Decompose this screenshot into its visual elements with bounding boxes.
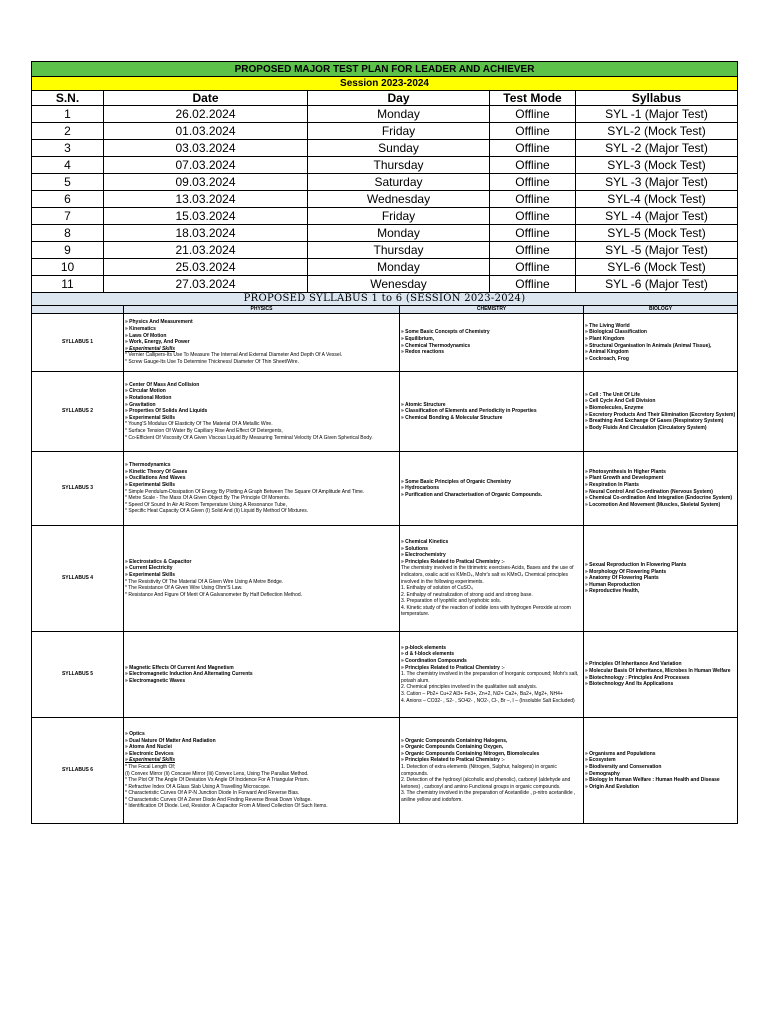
- cell-day: Wednesday: [308, 191, 490, 208]
- topic-item: 4. Anions – CO32- , S2- , SO42- , NO2-, Cl-, Br –, I – (Insoluble Salt Excluded): [401, 697, 575, 704]
- topic-item: » Biomolecules, Enzyme: [585, 404, 644, 411]
- topic-item: » Current Electricity: [125, 565, 173, 572]
- topic-item: * Metre Scale - The Mass Of A Given Object By The Principle Of Moments.: [125, 495, 291, 502]
- syllabus-name: SYLLABUS 1: [32, 314, 124, 372]
- topic-item: » Redox reactions: [401, 349, 445, 356]
- cell-mode: Offline: [490, 208, 576, 225]
- table-row: [32, 106, 738, 123]
- topic-item: » Chemical Co-ordination And Integration (Endocrine System): [585, 495, 733, 502]
- table-row: [32, 174, 738, 191]
- topic-item: * Screw Gauge-Its Use To Determine Thickness/ Diameter Of Thin Sheet/Wire.: [125, 358, 299, 365]
- topic-item: » Experimental Skills: [125, 571, 176, 578]
- topic-item: » Cockroach, Frog: [585, 355, 629, 362]
- table-row: [32, 140, 738, 157]
- topic-item: » Biodiversity and Conservation: [585, 763, 662, 770]
- topic-item: » Kinematics: [125, 326, 156, 333]
- table-row: [32, 225, 738, 242]
- topic-item: » Cell Cycle And Cell Division: [585, 398, 656, 405]
- col-header-syllabus: Syllabus: [576, 91, 738, 106]
- topic-item: » Biotechnology And Its Applications: [585, 681, 674, 688]
- topic-item: » d & f-block elements: [401, 651, 455, 658]
- syllabus-name: SYLLABUS 2: [32, 372, 124, 452]
- biology-topics: [584, 526, 738, 632]
- topic-item: » Thermodynamics: [125, 462, 171, 469]
- topic-item: » Properties Of Solids And Liquids: [125, 408, 208, 415]
- cell-sn: 1: [32, 106, 104, 123]
- topic-item: » Electrochemistry: [401, 552, 446, 559]
- topic-item: » Classification of Elements and Periodicity in Properties: [401, 408, 537, 415]
- topic-item: » Kinetic Theory Of Gases: [125, 468, 188, 475]
- cell-day: Monday: [308, 259, 490, 276]
- topic-item: » Equilibrium,: [401, 335, 435, 342]
- syllabus-row: [32, 372, 738, 452]
- topic-item: » Principles Related to Pratical Chemistry :-: [401, 757, 505, 764]
- syllabus-name: SYLLABUS 6: [32, 718, 124, 824]
- cell-sn: 7: [32, 208, 104, 225]
- topic-item: » Gravitation: [125, 401, 156, 408]
- table-row: [32, 259, 738, 276]
- cell-mode: Offline: [490, 259, 576, 276]
- topic-item: » Human Reproduction: [585, 581, 641, 588]
- topic-item: * Identification Of Diode. Led, Resistor. A Capacitor From A Mixed Collection Of Such Items.: [125, 803, 328, 810]
- cell-date: 21.03.2024: [104, 242, 308, 259]
- topic-item: * Surface Tension Of Water By Capillary Rise And Effect Of Detergents,: [125, 427, 283, 434]
- topic-item: » p-block elements: [401, 644, 447, 651]
- col-header-date: Date: [104, 91, 308, 106]
- biology-topics: [584, 372, 738, 452]
- topic-item: » Atoms And Nuclei: [125, 744, 172, 751]
- topic-item: » Principles Related to Pratical Chemistry :-: [401, 664, 505, 671]
- topic-item: » Molecular Basis Of Inheritance, Microbes In Human Welfare: [585, 667, 731, 674]
- physics-topics: [124, 314, 400, 372]
- topic-item: » Breathing And Exchange Of Gases (Respiratory System): [585, 418, 724, 425]
- topic-item: » Experimental Skills: [125, 414, 176, 421]
- topic-item: » Electromagnetic Waves: [125, 677, 186, 684]
- topic-item: * Characteristic Curves Of A Zener Diode And Finding Reverse Break Down Voltage.: [125, 796, 312, 803]
- cell-mode: Offline: [490, 276, 576, 293]
- cell-syllabus: SYL -2 (Major Test): [576, 140, 738, 157]
- chemistry-topics: [400, 718, 584, 824]
- physics-topics: [124, 526, 400, 632]
- cell-mode: Offline: [490, 106, 576, 123]
- physics-topics: [124, 718, 400, 824]
- plan-title: PROPOSED MAJOR TEST PLAN FOR LEADER AND ACHIEVER: [32, 62, 738, 77]
- topic-item: » Oscillations And Waves: [125, 475, 186, 482]
- col-header-sn: S.N.: [32, 91, 104, 106]
- cell-syllabus: SYL -6 (Major Test): [576, 276, 738, 293]
- topic-item: » Organic Compounds Containing Halogens,: [401, 737, 508, 744]
- cell-day: Friday: [308, 123, 490, 140]
- physics-topics: [124, 452, 400, 526]
- topic-item: » Anatomy Of Flowering Plants: [585, 575, 659, 582]
- cell-day: Monday: [308, 106, 490, 123]
- topic-item: » Rotational Motion: [125, 395, 172, 402]
- cell-date: 18.03.2024: [104, 225, 308, 242]
- cell-sn: 3: [32, 140, 104, 157]
- cell-sn: 4: [32, 157, 104, 174]
- cell-sn: 10: [32, 259, 104, 276]
- syllabus-name: SYLLABUS 5: [32, 632, 124, 718]
- topic-item: » Biological Classification: [585, 329, 647, 336]
- topic-item: » Electromagnetic Induction And Alternating Currents: [125, 671, 253, 678]
- chemistry-topics: [400, 314, 584, 372]
- cell-date: 01.03.2024: [104, 123, 308, 140]
- chemistry-topics: [400, 452, 584, 526]
- biology-topics: [584, 314, 738, 372]
- syllabus-row: [32, 314, 738, 372]
- topic-item: » Chemical Kinetics: [401, 538, 449, 545]
- chemistry-topics: [400, 632, 584, 718]
- table-row: [32, 157, 738, 174]
- subject-biology: BIOLOGY: [584, 306, 738, 314]
- topic-item: * Resistance And Figure Of Merit Of A Galvanometer By Half Deflection Method.: [125, 591, 303, 598]
- subject-physics: PHYSICS: [124, 306, 400, 314]
- topic-item: 1. The chemistry involved in the preparation of Inorganic compound; Mohr's salt, potash alum.: [401, 671, 579, 684]
- topic-item: 2. Enthalpy of neutralization of strong acid and strong base.: [401, 591, 533, 598]
- cell-mode: Offline: [490, 140, 576, 157]
- cell-mode: Offline: [490, 242, 576, 259]
- topic-item: » Optics: [125, 730, 145, 737]
- topic-item: » Cell : The Unit Of Life: [585, 391, 641, 398]
- topic-item: » Some Basic Principles of Organic Chemistry: [401, 478, 512, 485]
- topic-item: » Experimental Skills: [125, 345, 176, 352]
- cell-syllabus: SYL -1 (Major Test): [576, 106, 738, 123]
- topic-item: » Purification and Characterisation of Organic Compounds.: [401, 491, 543, 498]
- cell-sn: 6: [32, 191, 104, 208]
- topic-item: » Respiration In Plants: [585, 481, 639, 488]
- topic-item: » Reproductive Health,: [585, 588, 640, 595]
- topic-item: * Vernier Callipers-Its Use To Measure The Internal And External Diameter And Depth Of A Vessel.: [125, 352, 343, 359]
- cell-sn: 9: [32, 242, 104, 259]
- topic-item: 3. The chemistry involved in the preparation of Acetanilide , p-nitro acetanilide , aniline yellow and iodoform.: [401, 790, 576, 803]
- cell-mode: Offline: [490, 174, 576, 191]
- syllabus-row: [32, 632, 738, 718]
- cell-date: 26.02.2024: [104, 106, 308, 123]
- cell-syllabus: SYL-4 (Mock Test): [576, 191, 738, 208]
- cell-day: Monday: [308, 225, 490, 242]
- topic-item: 3. Preparation of lyophilic and lyophobic sols.: [401, 598, 502, 605]
- subject-blank: [32, 306, 124, 314]
- topic-item: * Co-Efficient Of Viscosity Of A Given Viscous Liquid By Measuring Terminal Velocity Of A Given Spherical Body.: [125, 434, 373, 441]
- topic-item: » Solutions: [401, 545, 428, 552]
- chemistry-topics: [400, 526, 584, 632]
- cell-syllabus: SYL -5 (Major Test): [576, 242, 738, 259]
- cell-syllabus: SYL -4 (Major Test): [576, 208, 738, 225]
- subject-chemistry: CHEMISTRY: [400, 306, 584, 314]
- syllabus-name: SYLLABUS 3: [32, 452, 124, 526]
- topic-item: » Organic Compounds Containing Oxygen,: [401, 744, 504, 751]
- topic-item: » Dual Nature Of Matter And Radiation: [125, 737, 216, 744]
- syllabus-name: SYLLABUS 4: [32, 526, 124, 632]
- topic-item: » Atomic Structure: [401, 401, 446, 408]
- topic-item: » Experimental Skills: [125, 481, 176, 488]
- topic-item: » Principles Of Inheritance And Variation: [585, 661, 682, 668]
- table-row: [32, 123, 738, 140]
- cell-day: Saturday: [308, 174, 490, 191]
- topic-item: 4. Kinetic study of the reaction of iodide ions with hydrogen Peroxide at room temperature.: [401, 604, 571, 618]
- topic-item: » Some Basic Concepts of Chemistry: [401, 329, 490, 336]
- document-page: [31, 61, 737, 824]
- biology-topics: [584, 632, 738, 718]
- syllabus-table: [31, 292, 738, 824]
- cell-date: 25.03.2024: [104, 259, 308, 276]
- table-row: [32, 276, 738, 293]
- topic-item: » Excretory Products And Their Elimination (Excretory System): [585, 411, 736, 418]
- topic-item: » Origin And Evolution: [585, 783, 639, 790]
- cell-day: Friday: [308, 208, 490, 225]
- topic-item: » Physics And Measurement: [125, 319, 193, 326]
- topic-item: » Photosynthesis In Higher Plants: [585, 468, 666, 475]
- cell-sn: 11: [32, 276, 104, 293]
- topic-item: » Electronic Devices: [125, 750, 174, 757]
- cell-sn: 2: [32, 123, 104, 140]
- topic-item: » Ecosystem: [585, 757, 616, 764]
- topic-item: » Sexual Reproduction In Flowering Plants: [585, 562, 687, 569]
- topic-item: » Body Fluids And Circulation (Circulatory System): [585, 424, 707, 431]
- topic-item: » Work, Energy, And Power: [125, 339, 190, 346]
- topic-item: » Laws Of Motion: [125, 332, 167, 339]
- topic-item: » Animal Kingdom: [585, 349, 629, 356]
- cell-date: 15.03.2024: [104, 208, 308, 225]
- topic-item: * Specific Heat Capacity Of A Given (I) Solid And (Ii) Liquid By Method Of Mixtures.: [125, 508, 309, 515]
- physics-topics: [124, 632, 400, 718]
- topic-item: » Center Of Mass And Collision: [125, 381, 200, 388]
- cell-date: 03.03.2024: [104, 140, 308, 157]
- topic-item: » Circular Motion: [125, 388, 166, 395]
- topic-item: 2. Detection of the hydroxyl (alcoholic and phenolic), carbonyl (aldehyde and ketones) , carboxyl and amino Functional groups in organic compounds.: [401, 777, 571, 790]
- test-plan-table: [31, 61, 738, 293]
- table-row: [32, 208, 738, 225]
- topic-item: * The Resistivity Of The Material Of A Given Wire Using A Metre Bridge.: [125, 578, 284, 585]
- cell-date: 27.03.2024: [104, 276, 308, 293]
- cell-syllabus: SYL-5 (Mock Test): [576, 225, 738, 242]
- topic-item: * Young'S Modulus Of Elasticity Of The Material Of A Metallic Wire.: [125, 421, 273, 428]
- cell-date: 09.03.2024: [104, 174, 308, 191]
- cell-mode: Offline: [490, 157, 576, 174]
- cell-sn: 8: [32, 225, 104, 242]
- cell-day: Thursday: [308, 157, 490, 174]
- plan-session: Session 2023-2024: [32, 77, 738, 91]
- topic-item: » The Living World: [585, 322, 630, 329]
- cell-day: Thursday: [308, 242, 490, 259]
- topic-item: 2. Chemical principles involved in the qualitative salt analysis.: [401, 684, 538, 691]
- cell-sn: 5: [32, 174, 104, 191]
- syllabus-row: [32, 718, 738, 824]
- topic-item: » Plant Growth and Development: [585, 475, 664, 482]
- topic-item: * The Focal Length Of;: [125, 763, 176, 770]
- col-header-mode: Test Mode: [490, 91, 576, 106]
- topic-item: * Speed Of Sound In Air At Room Temperature Using A Resonance Tube,: [125, 501, 287, 508]
- topic-item: » Locomotion And Movement (Muscles, Skeletal System): [585, 501, 721, 508]
- topic-item: * The Plot Of The Angle Of Deviation Vs Angle Of Incidence For A Triangular Prism.: [125, 777, 310, 784]
- cell-syllabus: SYL-6 (Mock Test): [576, 259, 738, 276]
- topic-item: » Chemical Bonding & Molecular Structure: [401, 414, 503, 421]
- topic-item: » Organic Compounds Containing Nitrogen, Biomolecules: [401, 750, 540, 757]
- biology-topics: [584, 452, 738, 526]
- cell-day: Sunday: [308, 140, 490, 157]
- physics-topics: [124, 372, 400, 452]
- topic-item: » Chemical Thermodynamics: [401, 342, 471, 349]
- syllabus-row: [32, 526, 738, 632]
- cell-mode: Offline: [490, 225, 576, 242]
- cell-date: 07.03.2024: [104, 157, 308, 174]
- topic-item: » Structural Organisation In Animals (Animal Tissue),: [585, 342, 712, 349]
- topic-item: » Plant Kingdom: [585, 335, 625, 342]
- topic-item: * Refractive Index Of A Glass Slab Using A Travelling Microscope.: [125, 783, 271, 790]
- topic-item: 3. Cation – Pb2+ Cu+2 Al3+ Fe3+, Zn+2, Ni2+ Ca2+, Ba2+, Mg2+, NH4+: [401, 690, 563, 697]
- biology-topics: [584, 718, 738, 824]
- topic-item: » Morphology Of Flowering Plants: [585, 568, 667, 575]
- syllabus-title: PROPOSED SYLLABUS 1 to 6 (SESSION 2023-2024): [32, 293, 738, 306]
- cell-syllabus: SYL-2 (Mock Test): [576, 123, 738, 140]
- topic-item: » Magnetic Effects Of Current And Magnetism: [125, 664, 234, 671]
- topic-item: * Characteristic Curves Of A P-N Junction Diode In Forward And Reverse Bias.: [125, 790, 300, 797]
- topic-item: » Neural Control And Co-ordination (Nervous System): [585, 488, 713, 495]
- cell-day: Wenesday: [308, 276, 490, 293]
- cell-syllabus: SYL-3 (Mock Test): [576, 157, 738, 174]
- topic-item: » Principles Related to Pratical Chemistry :-: [401, 558, 505, 565]
- topic-item: » Demography: [585, 770, 620, 777]
- cell-syllabus: SYL -3 (Major Test): [576, 174, 738, 191]
- cell-mode: Offline: [490, 191, 576, 208]
- topic-item: » Organisms and Populations: [585, 750, 656, 757]
- table-row: [32, 242, 738, 259]
- topic-item: » Coordination Compounds: [401, 658, 467, 665]
- topic-item: » Hydrocarbons: [401, 485, 440, 492]
- topic-item: » Electrostatics & Capacitor: [125, 558, 192, 565]
- topic-item: * Simple Pendulum-Dissipation Of Energy By Plotting A Graph Between The Square Of Amplitude And Time.: [125, 488, 365, 495]
- topic-item: 1. Detection of extra elements (Nitrogen, Sulphur, halogens) in organic compounds.: [401, 763, 557, 777]
- table-row: [32, 191, 738, 208]
- col-header-day: Day: [308, 91, 490, 106]
- topic-item: * The Resistance Of A Given Wire Using Ohm'S Law.: [125, 585, 243, 592]
- topic-item: » Experimental Skills: [125, 757, 176, 764]
- topic-item: 1. Enthalpy of solution of CuSO₄: [401, 585, 473, 592]
- topic-item: » Biotechnology : Principles And Processes: [585, 674, 690, 681]
- topic-item: » Biology In Human Welfare : Human Health and Disease: [585, 777, 720, 784]
- chemistry-topics: [400, 372, 584, 452]
- syllabus-row: [32, 452, 738, 526]
- cell-mode: Offline: [490, 123, 576, 140]
- cell-date: 13.03.2024: [104, 191, 308, 208]
- topic-item: (I) Convex Mirror (Ii) Concave Mirror (Iii) Convex Lens, Using The Parallax Method.: [125, 770, 309, 777]
- topic-item: The chemistry involved in the titrimetric exercises-Acids, Bases and the use of indicators, oxalic acid vs KMnO₄, Mohr's salt vs KMnO₄ Chemical principles involved in the following experiments.: [401, 565, 574, 585]
